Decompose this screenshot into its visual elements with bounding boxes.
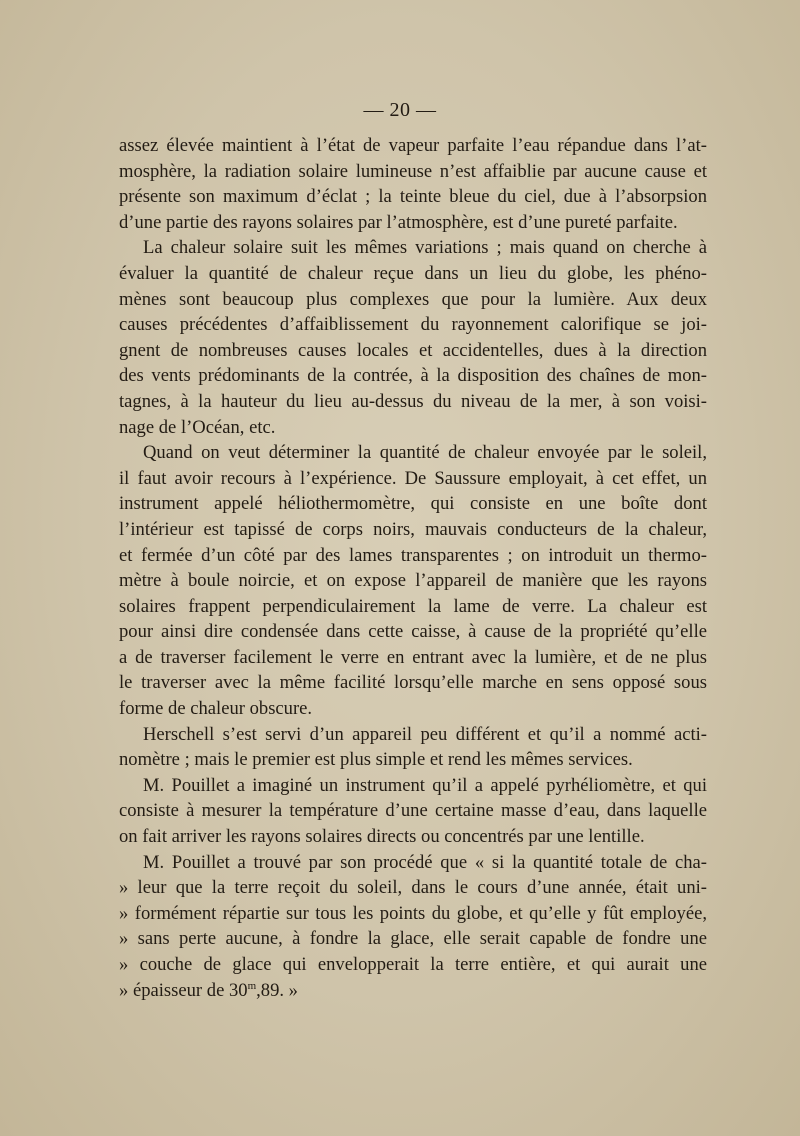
text-line: assez élevée maintient à l’état de vapeur parfaite l’eau répandue dans l’at- xyxy=(119,135,707,156)
page-number: — 20 — xyxy=(363,99,437,121)
text-line: nage de l’Océan, etc. xyxy=(119,416,276,438)
text-fragment: ,89. » xyxy=(256,979,298,1001)
text-line: » couche de glace qui envelopperait la terre entière, et qui aurait une xyxy=(119,954,707,975)
paragraph-3 xyxy=(119,440,707,722)
text-line: d’une partie des rayons solaires par l’atmosphère, est d’une pureté parfaite. xyxy=(119,211,678,233)
text-line: causes précédentes d’affaiblissement du rayonnement calorifique se joi- xyxy=(119,314,707,336)
text-line: La chaleur solaire suit les mêmes variations ; mais quand on cherche à xyxy=(143,237,707,259)
superscript: m xyxy=(247,979,257,992)
text-line: instrument appelé héliothermomètre, qui consiste en une boîte dont xyxy=(119,493,707,515)
paragraph-1 xyxy=(119,133,707,235)
text-line: M. Pouillet a trouvé par son procédé que « si la quantité totale de cha- xyxy=(143,851,707,873)
paragraph-4 xyxy=(119,722,707,773)
text-line xyxy=(119,978,707,1004)
text-line: des vents prédominants de la contrée, à la disposition des chaînes de mon- xyxy=(119,365,707,387)
paragraph-6 xyxy=(119,850,707,1004)
text-line: gnent de nombreuses causes locales et accidentelles, dues à la direction xyxy=(119,339,707,361)
text-line: » sans perte aucune, à fondre la glace, elle serait capable de fondre une xyxy=(119,928,707,950)
text-line: Quand on veut déterminer la quantité de chaleur envoyée par le soleil, xyxy=(143,442,707,464)
text-line: et fermée d’un côté par des lames transparentes ; on introduit un thermo- xyxy=(119,544,707,566)
text-line: mètre à boule noircie, et on expose l’appareil de manière que les rayons xyxy=(119,570,707,592)
paragraph-5 xyxy=(119,773,707,850)
text-line: M. Pouillet a imaginé un instrument qu’il a appelé pyrhéliomètre, et qui xyxy=(143,774,707,796)
text-line: tagnes, à la hauteur du lieu au-dessus du niveau de la mer, à son voisi- xyxy=(119,390,707,412)
text-line: » leur que la terre reçoit du soleil, dans le cours d’une année, était uni- xyxy=(119,877,707,899)
text-line: solaires frappent perpendiculairement la lame de verre. La chaleur est xyxy=(119,595,707,617)
text-line: mosphère, la radiation solaire lumineuse n’est affaiblie par aucune cause et xyxy=(119,160,707,182)
text-line: a de traverser facilement le verre en entrant avec la lumière, et de ne plus xyxy=(119,646,707,668)
text-line: pour ainsi dire condensée dans cette caisse, à cause de la propriété qu’elle xyxy=(119,621,707,643)
text-line: il faut avoir recours à l’expérience. De Saussure employait, à cet effet, un xyxy=(119,467,707,489)
body-text xyxy=(119,133,707,1003)
text-line: consiste à mesurer la température d’une certaine masse d’eau, dans laquelle xyxy=(119,800,707,822)
text-line: » formément répartie sur tous les points du globe, et qu’elle y fût employée, xyxy=(119,902,707,924)
text-fragment: » épaisseur de 30 xyxy=(119,979,248,1001)
text-line: présente son maximum d’éclat ; la teinte bleue du ciel, due à l’absorpsion xyxy=(119,186,707,208)
text-line: on fait arriver les rayons solaires directs ou concentrés par une lentille. xyxy=(119,826,645,848)
text-line: le traverser avec la même facilité lorsqu’elle marche en sens opposé sous xyxy=(119,672,707,694)
text-line: forme de chaleur obscure. xyxy=(119,698,313,720)
text-line: Herschell s’est servi d’un appareil peu différent et qu’il a nommé acti- xyxy=(143,723,707,745)
paragraph-2 xyxy=(119,235,707,440)
text-line: l’intérieur est tapissé de corps noirs, mauvais conducteurs de la chaleur, xyxy=(119,518,707,540)
text-line: nomètre ; mais le premier est plus simple et rend les mêmes services. xyxy=(119,749,633,771)
text-line: mènes sont beaucoup plus complexes que pour la lumière. Aux deux xyxy=(119,288,707,310)
text-line: évaluer la quantité de chaleur reçue dans un lieu du globe, les phéno- xyxy=(119,262,707,284)
